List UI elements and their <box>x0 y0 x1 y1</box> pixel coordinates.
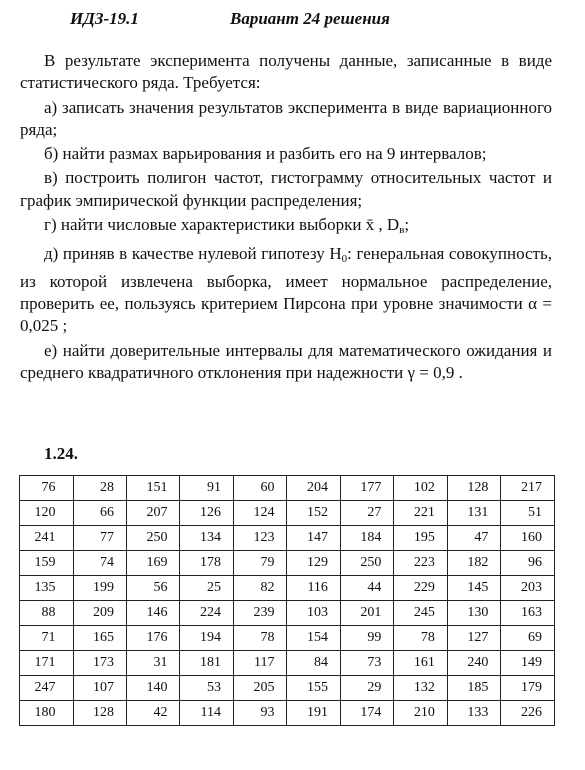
table-cell: 171 <box>20 651 74 676</box>
table-cell: 60 <box>233 476 286 501</box>
table-cell: 199 <box>73 576 126 601</box>
table-cell: 78 <box>394 626 447 651</box>
table-cell: 152 <box>287 501 340 526</box>
table-cell: 127 <box>447 626 500 651</box>
table-cell: 184 <box>340 526 393 551</box>
table-cell: 176 <box>127 626 180 651</box>
table-cell: 217 <box>501 476 555 501</box>
table-cell: 47 <box>447 526 500 551</box>
table-cell: 77 <box>73 526 126 551</box>
table-row <box>20 501 555 526</box>
task-d-text: д) приняв в качестве нулевой гипотезу H <box>44 244 342 264</box>
table-cell: 245 <box>394 601 447 626</box>
table-cell: 88 <box>20 601 74 626</box>
table-cell: 74 <box>73 551 126 576</box>
table-cell: 209 <box>73 601 126 626</box>
table-cell: 154 <box>287 626 340 651</box>
task-f-intervals: е) найти доверительные интервалы для математического ожидания и среднего квадратичного отклонения при надежности γ = 0,9 . <box>20 340 552 382</box>
table-cell: 204 <box>287 476 340 501</box>
table-cell: 155 <box>287 676 340 701</box>
table-cell: 76 <box>20 476 74 501</box>
table-cell: 25 <box>180 576 233 601</box>
table-cell: 117 <box>233 651 286 676</box>
table-cell: 247 <box>20 676 74 701</box>
task-e-hypothesis <box>20 243 552 337</box>
table-cell: 128 <box>73 701 126 726</box>
table-cell: 179 <box>501 676 555 701</box>
table-cell: 51 <box>501 501 555 526</box>
table-cell: 147 <box>287 526 340 551</box>
table-cell: 241 <box>20 526 74 551</box>
table-cell: 229 <box>394 576 447 601</box>
table-cell: 140 <box>127 676 180 701</box>
table-cell: 126 <box>180 501 233 526</box>
table-cell: 250 <box>340 551 393 576</box>
table-cell: 203 <box>501 576 555 601</box>
table-cell: 123 <box>233 526 286 551</box>
table-cell: 240 <box>447 651 500 676</box>
table-cell: 129 <box>287 551 340 576</box>
table-cell: 107 <box>73 676 126 701</box>
table-row <box>20 701 555 726</box>
table-row <box>20 476 555 501</box>
table-cell: 27 <box>340 501 393 526</box>
table-cell: 160 <box>501 526 555 551</box>
table-cell: 133 <box>447 701 500 726</box>
table-cell: 201 <box>340 601 393 626</box>
table-cell: 224 <box>180 601 233 626</box>
table-cell: 91 <box>180 476 233 501</box>
table-row <box>20 551 555 576</box>
table-cell: 221 <box>394 501 447 526</box>
table-cell: 130 <box>447 601 500 626</box>
task-a: а) записать значения результатов эксперимента в виде вариационного ряда; <box>20 97 552 139</box>
table-cell: 103 <box>287 601 340 626</box>
table-cell: 31 <box>127 651 180 676</box>
table-cell: 180 <box>20 701 74 726</box>
table-cell: 194 <box>180 626 233 651</box>
table-cell: 163 <box>501 601 555 626</box>
table-cell: 29 <box>340 676 393 701</box>
intro-text: В результате эксперимента получены данные, записанные в виде статистического ряда. Требуется: <box>20 51 552 93</box>
task-c: в) построить полигон частот, гистограмму относительных частот и график эмпирической функции распределения; <box>20 168 552 210</box>
problem-statement <box>20 50 552 386</box>
problem-number: 1.24. <box>44 444 78 463</box>
assignment-code: ИДЗ-19.1 <box>70 9 139 28</box>
table-cell: 56 <box>127 576 180 601</box>
table-cell: 44 <box>340 576 393 601</box>
table-cell: 82 <box>233 576 286 601</box>
table-cell: 102 <box>394 476 447 501</box>
table-row <box>20 626 555 651</box>
table-cell: 114 <box>180 701 233 726</box>
page-header <box>70 9 540 31</box>
table-cell: 161 <box>394 651 447 676</box>
table-cell: 177 <box>340 476 393 501</box>
task-g-text: г) найти числовые характеристики выборки x̄ , D <box>44 215 400 235</box>
table-cell: 169 <box>127 551 180 576</box>
table-cell: 174 <box>340 701 393 726</box>
table-cell: 207 <box>127 501 180 526</box>
table-cell: 178 <box>180 551 233 576</box>
task-d-rest: : генеральная совокупность, из которой извлечена выборка, имеет нормальное распределение, проверить ее, пользуясь критерием Пирсона при уровне значимости α = 0,025 ; <box>20 244 552 336</box>
table-cell: 131 <box>447 501 500 526</box>
task-g-subscript: в <box>399 224 405 237</box>
table-cell: 181 <box>180 651 233 676</box>
table-cell: 42 <box>127 701 180 726</box>
table-cell: 145 <box>447 576 500 601</box>
table-cell: 173 <box>73 651 126 676</box>
table-cell: 223 <box>394 551 447 576</box>
task-g-end: ; <box>404 215 410 235</box>
table-cell: 99 <box>340 626 393 651</box>
table-cell: 191 <box>287 701 340 726</box>
task-d-subscript: 0 <box>341 253 348 266</box>
variant-title: Вариант 24 решения <box>230 9 390 28</box>
table-cell: 151 <box>127 476 180 501</box>
table-cell: 149 <box>501 651 555 676</box>
table-cell: 120 <box>20 501 74 526</box>
table-cell: 159 <box>20 551 74 576</box>
task-d-characteristics <box>20 214 552 241</box>
table-cell: 239 <box>233 601 286 626</box>
table-cell: 185 <box>447 676 500 701</box>
table-row <box>20 651 555 676</box>
table-cell: 182 <box>447 551 500 576</box>
table-cell: 28 <box>73 476 126 501</box>
table-cell: 84 <box>287 651 340 676</box>
table-cell: 96 <box>501 551 555 576</box>
table-cell: 66 <box>73 501 126 526</box>
table-cell: 210 <box>394 701 447 726</box>
table-cell: 73 <box>340 651 393 676</box>
table-cell: 53 <box>180 676 233 701</box>
table-cell: 250 <box>127 526 180 551</box>
table-cell: 134 <box>180 526 233 551</box>
table-cell: 124 <box>233 501 286 526</box>
table-cell: 226 <box>501 701 555 726</box>
table-cell: 135 <box>20 576 74 601</box>
data-table <box>19 475 555 726</box>
table-row <box>20 601 555 626</box>
table-cell: 195 <box>394 526 447 551</box>
table-cell: 71 <box>20 626 74 651</box>
table-cell: 93 <box>233 701 286 726</box>
table-cell: 78 <box>233 626 286 651</box>
table-row <box>20 576 555 601</box>
table-cell: 146 <box>127 601 180 626</box>
table-cell: 79 <box>233 551 286 576</box>
table-cell: 205 <box>233 676 286 701</box>
table-row <box>20 676 555 701</box>
table-cell: 69 <box>501 626 555 651</box>
data-table-body <box>20 476 555 726</box>
task-b: б) найти размах варьирования и разбить его на 9 интервалов; <box>44 144 487 164</box>
table-cell: 165 <box>73 626 126 651</box>
table-cell: 132 <box>394 676 447 701</box>
table-cell: 128 <box>447 476 500 501</box>
table-cell: 116 <box>287 576 340 601</box>
table-row <box>20 526 555 551</box>
